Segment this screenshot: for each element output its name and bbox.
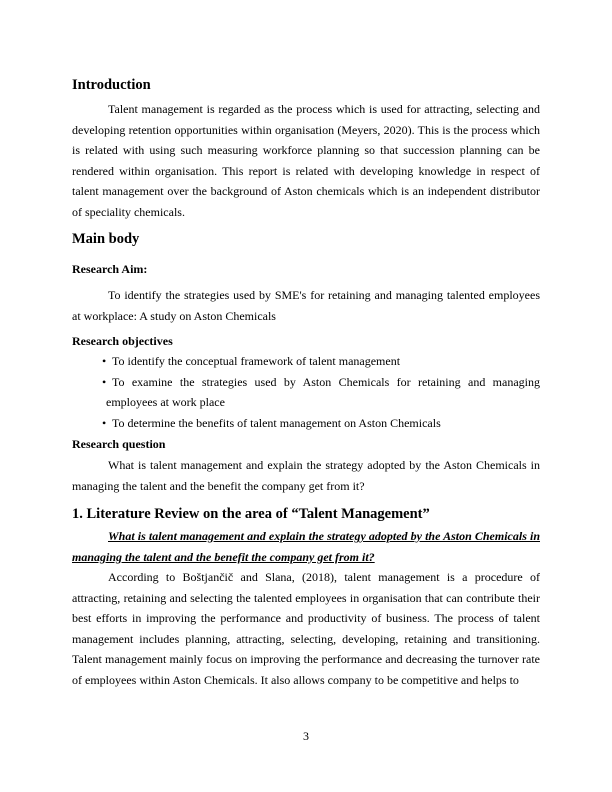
research-aim-text: To identify the strategies used by SME's for retaining and managing talented employees at workplace: A study on Aston Chemicals [72,288,540,323]
list-item: • To identify the conceptual framework of talent management [72,351,540,372]
bullet-icon: • [102,354,107,368]
bullet-icon: • [102,415,107,430]
research-objectives-list [72,351,540,433]
introduction-paragraph: Talent management is regarded as the process which is used for attracting, selecting and developing retention opportunities within organisation (Meyers, 2020). This is the process which is related with using such measuring workforce planning so that succession planning can be rendered within organisation. This report is related with developing knowledge in respect of talent management over the background of Aston chemicals which is an independent distributor of speciality chemicals. [72,102,540,219]
bullet-icon: • [102,374,107,389]
list-item: • To determine the benefits of talent management on Aston Chemicals [72,413,540,434]
research-aim-heading: Research Aim: [72,262,148,276]
list-item: • To examine the strategies used by Aston Chemicals for retaining and managing employees at work place [72,372,540,413]
literature-paragraph: According to Boštjančič and Slana, (2018), talent management is a procedure of attracting, retaining and selecting the talented employees in organisation that can contribute their best efforts in improving the performance and productivity of business. The process of talent management includes planning, attracting, selecting, developing, retaining and transitioning. Talent management mainly focus on improving the performance and decreasing the turnover rate of employees within Aston Chemicals. It also allows company to be competitive and helps to [72,570,540,687]
page-number: 3 [303,729,309,743]
research-question-heading: Research question [72,437,166,451]
introduction-heading: Introduction [72,77,151,93]
literature-review-heading: 1. Literature Review on the area of “Talent Management” [72,506,430,522]
main-body-heading: Main body [72,231,140,247]
research-objectives-heading: Research objectives [72,334,173,348]
research-question-text: What is talent management and explain the strategy adopted by the Aston Chemicals in managing the talent and the benefit the company get from it? [72,458,540,493]
literature-question: What is talent management and explain the strategy adopted by the Aston Chemicals in managing the talent and the benefit the company get from it? [72,529,540,564]
